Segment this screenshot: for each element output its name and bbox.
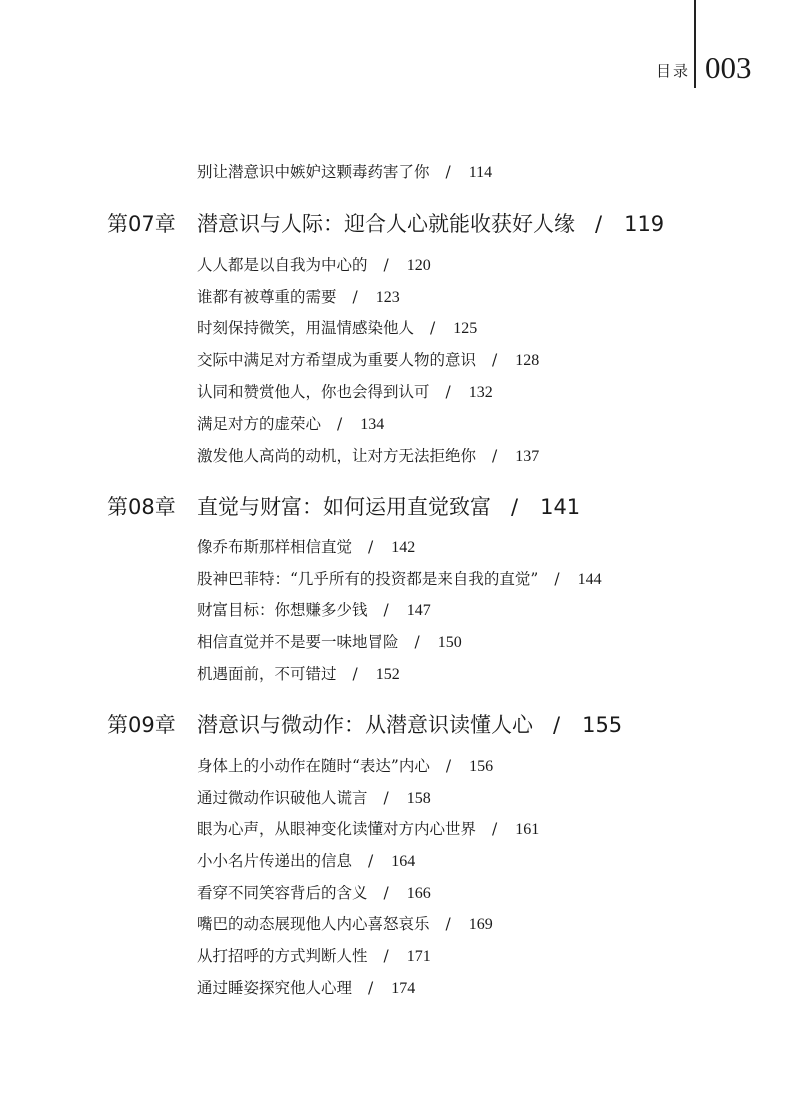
chapter-separator: /	[511, 495, 519, 519]
entry-title: 机遇面前，不可错过	[197, 665, 337, 683]
toc-entry[interactable]	[197, 851, 415, 872]
entry-title: 嘴巴的动态展现他人内心喜怒哀乐	[197, 915, 430, 933]
header-label: 目录	[656, 62, 691, 80]
chapter-number: 第08章	[107, 495, 176, 519]
entry-page: 132	[468, 384, 493, 401]
toc-entry[interactable]	[197, 632, 462, 653]
entry-page: 161	[515, 821, 540, 838]
toc-entry[interactable]	[197, 318, 477, 339]
entry-title: 相信直觉并不是要一味地冒险	[197, 633, 399, 651]
entry-separator: /	[554, 570, 560, 588]
entry-separator: /	[352, 665, 358, 683]
entry-title: 像乔布斯那样相信直觉	[197, 538, 353, 556]
entry-title: 认同和赞赏他人，你也会得到认可	[197, 383, 430, 401]
entry-title: 从打招呼的方式判断人性	[197, 947, 368, 965]
chapter-heading[interactable]	[107, 712, 622, 738]
entry-title: 人人都是以自我为中心的	[197, 256, 368, 274]
entry-title: 通过睡姿探究他人心理	[197, 979, 353, 997]
entry-page: 114	[468, 164, 493, 181]
entry-page: 152	[375, 666, 400, 683]
toc-entry[interactable]	[197, 255, 431, 276]
toc-entry[interactable]	[197, 162, 492, 183]
chapter-title: 潜意识与微动作：从潜意识读懂人心	[197, 713, 533, 737]
entry-page: 137	[515, 448, 540, 465]
chapter-page: 119	[624, 212, 665, 236]
toc-entry[interactable]	[197, 664, 400, 685]
toc-entry[interactable]	[197, 946, 431, 967]
entry-page: 158	[406, 790, 431, 807]
entry-separator: /	[352, 288, 358, 306]
entry-page: 134	[360, 416, 385, 433]
toc-entry[interactable]	[197, 756, 493, 777]
chapter-separator: /	[553, 713, 561, 737]
chapter-separator: /	[595, 212, 603, 236]
entry-separator: /	[492, 447, 498, 465]
entry-separator: /	[492, 820, 498, 838]
entry-title: 谁都有被尊重的需要	[197, 288, 337, 306]
entry-page: 156	[469, 758, 494, 775]
entry-separator: /	[383, 947, 389, 965]
entry-title: 财富目标：你想赚多少钱	[197, 601, 368, 619]
entry-separator: /	[445, 383, 451, 401]
toc-entry[interactable]	[197, 819, 539, 840]
entry-separator: /	[383, 256, 389, 274]
entry-page: 150	[437, 634, 462, 651]
toc-entry[interactable]	[197, 914, 493, 935]
chapter-page: 141	[540, 495, 581, 519]
chapter-page: 155	[582, 713, 623, 737]
entry-separator: /	[368, 852, 374, 870]
toc-entry[interactable]	[197, 446, 539, 467]
chapter-number: 第07章	[107, 212, 176, 236]
chapter-heading[interactable]	[107, 494, 580, 520]
toc-entry[interactable]	[197, 883, 431, 904]
entry-separator: /	[414, 633, 420, 651]
entry-separator: /	[445, 163, 451, 181]
entry-title: 通过微动作识破他人谎言	[197, 789, 368, 807]
entry-title: 股神巴菲特：“几乎所有的投资都是来自我的直觉”	[197, 570, 539, 588]
toc-entry[interactable]	[197, 788, 431, 809]
entry-separator: /	[368, 538, 374, 556]
entry-page: 125	[453, 320, 478, 337]
entry-title: 激发他人高尚的动机，让对方无法拒绝你	[197, 447, 477, 465]
header-rule	[694, 0, 696, 88]
entry-title: 交际中满足对方希望成为重要人物的意识	[197, 351, 477, 369]
entry-page: 169	[468, 916, 493, 933]
entry-separator: /	[383, 884, 389, 902]
entry-page: 171	[406, 948, 431, 965]
entry-page: 166	[406, 885, 431, 902]
chapter-heading[interactable]	[107, 211, 664, 237]
entry-page: 120	[406, 257, 431, 274]
entry-title: 时刻保持微笑，用温情感染他人	[197, 319, 415, 337]
toc-entry[interactable]	[197, 537, 415, 558]
toc-entry[interactable]	[197, 350, 539, 371]
entry-title: 看穿不同笑容背后的含义	[197, 884, 368, 902]
toc-entry[interactable]	[197, 569, 602, 590]
page-number: 003	[705, 50, 752, 85]
entry-page: 128	[515, 352, 540, 369]
entry-separator: /	[368, 979, 374, 997]
chapter-title: 直觉与财富：如何运用直觉致富	[197, 495, 491, 519]
entry-page: 147	[406, 602, 431, 619]
chapter-title: 潜意识与人际：迎合人心就能收获好人缘	[197, 212, 575, 236]
entry-title: 别让潜意识中嫉妒这颗毒药害了你	[197, 163, 430, 181]
page-header	[0, 0, 790, 100]
toc-entry[interactable]	[197, 287, 400, 308]
toc-entry[interactable]	[197, 978, 415, 999]
entry-separator: /	[383, 601, 389, 619]
entry-page: 164	[391, 853, 416, 870]
entry-title: 满足对方的虚荣心	[197, 415, 322, 433]
toc-entry[interactable]	[197, 600, 431, 621]
entry-title: 小小名片传递出的信息	[197, 852, 353, 870]
entry-page: 174	[391, 980, 416, 997]
toc-entry[interactable]	[197, 382, 493, 403]
entry-page: 123	[375, 289, 400, 306]
chapter-number: 第09章	[107, 713, 176, 737]
entry-page: 144	[577, 571, 602, 588]
entry-separator: /	[337, 415, 343, 433]
entry-title: 身体上的小动作在随时“表达”内心	[197, 757, 430, 775]
entry-title: 眼为心声，从眼神变化读懂对方内心世界	[197, 820, 477, 838]
toc-entry[interactable]	[197, 414, 384, 435]
entry-separator: /	[445, 757, 452, 775]
entry-separator: /	[492, 351, 498, 369]
entry-page: 142	[391, 539, 416, 556]
entry-separator: /	[445, 915, 451, 933]
entry-separator: /	[430, 319, 436, 337]
entry-separator: /	[383, 789, 389, 807]
